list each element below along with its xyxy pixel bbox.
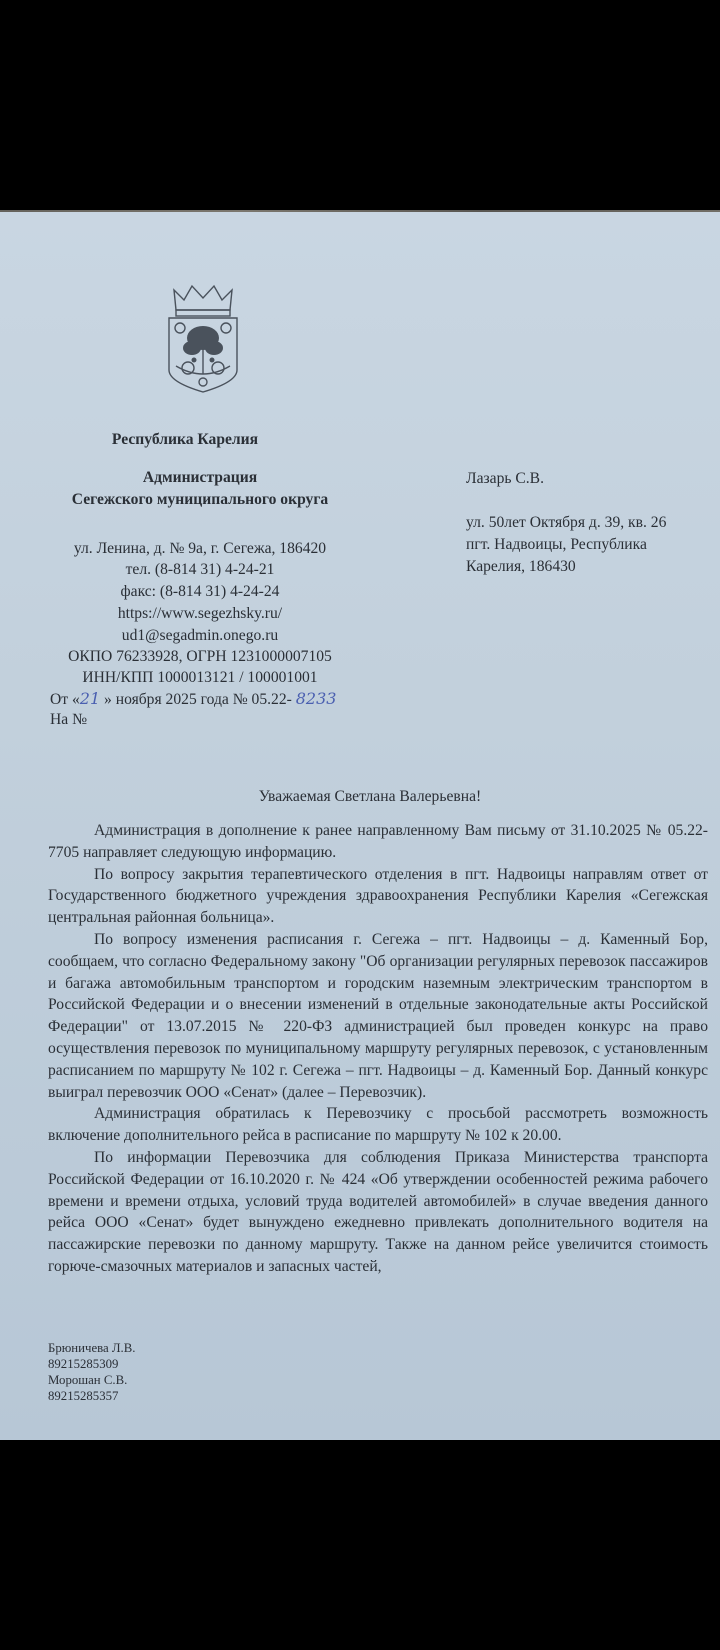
recipient-name: Лазарь С.В. — [466, 470, 544, 487]
recipient-address-line1: ул. 50лет Октября д. 39, кв. 26 — [466, 514, 667, 531]
recipient-address-line3: Карелия, 186430 — [466, 558, 576, 575]
paragraph: По информации Перевозчика для соблюдения Приказа Министерства транспорта Российской Федерации от 16.10.2020 г. № 424 «Об утверждении особенностей режима рабочего времени и времени отдыха, условий труда водителей автомобилей» в случае введения данного рейса ООО «Сенат» будет вынуждено ежедневно привлекать дополнительного водителя на пассажирские перевозки по данному маршруту. Также на данном рейсе увеличится стоимость горюче-смазочных материалов и запасных частей, — [48, 1148, 708, 1275]
paragraph: По вопросу закрытия терапевтического отделения в пгт. Надвоицы направлям ответ от Государственного бюджетного учреждения здравоохранения Республики Карелия «Сегежская центральная районная больница». — [48, 865, 708, 927]
contact-phone: 89215285357 — [48, 1389, 119, 1403]
paragraph: Администрация в дополнение к ранее направленному Вам письму от 31.10.2025 № 05.22-7705 направляет следующую информацию. — [48, 822, 708, 861]
handwritten-number: 8233 — [295, 689, 337, 708]
paragraph: По вопросу изменения расписания г. Сегежа – пгт. Надвоицы – д. Каменный Бор, сообщаем, что согласно Федеральному закону "Об организации регулярных перевозок пассажиров и багажа автомобильным транспортом и городским наземным электрическим транспортом в Российской Федерации и о внесении изменений в отдельные законодательные акты Российской Федерации" от 13.07.2015 № 220-ФЗ администрацией был проведен конкурс на право осуществления перевозок по муниципальному маршруту регулярных перевозок, с установленным расписанием по маршруту № 102 г. Сегежа – пгт. Надвоицы – д. Каменный Бор. Данный конкурс выиграл перевозчик ООО «Сенат» (далее – Перевозчик). — [48, 930, 708, 1101]
org-address: ул. Ленина, д. № 9а, г. Сегежа, 186420 — [73, 540, 327, 557]
republic-name: Республика Карелия — [111, 431, 259, 448]
executor-contacts — [48, 1340, 136, 1404]
org-website: https://www.segezhsky.ru/ — [117, 605, 283, 622]
org-email: ud1@segadmin.onego.ru — [121, 627, 279, 644]
org-okpo-ogrn: ОКПО 76233928, ОГРН 1231000007105 — [68, 648, 332, 665]
recipient-address-line2: пгт. Надвоицы, Республика — [466, 536, 647, 553]
letter-date-number — [50, 689, 336, 710]
reply-to-number: На № — [50, 711, 87, 728]
coat-of-arms-icon — [166, 282, 240, 394]
date-mid: » ноября 2025 года № 05.22- — [100, 691, 296, 708]
handwritten-day: 21 — [79, 689, 101, 708]
org-phone: тел. (8-814 31) 4-24-21 — [125, 561, 275, 578]
contact-phone: 89215285309 — [48, 1357, 119, 1371]
greeting: Уважаемая Светлана Валерьевна! — [258, 788, 482, 805]
org-name-line1: Администрация — [142, 469, 258, 486]
org-name-line2: Сегежского муниципального округа — [71, 491, 329, 508]
contact-name: Брюничева Л.В. — [48, 1341, 136, 1355]
org-fax: факс: (8-814 31) 4-24-24 — [120, 583, 280, 600]
paragraph: Администрация обратилась к Перевозчику с просьбой рассмотреть возможность включение дополнительного рейса в расписание по маршруту № 102 к 20.00. — [48, 1105, 708, 1145]
org-inn-kpp: ИНН/КПП 1000013121 / 100001001 — [82, 669, 318, 686]
contact-name: Морошан С.В. — [48, 1373, 128, 1387]
letter-body — [48, 820, 708, 1278]
date-prefix: От « — [50, 691, 80, 708]
